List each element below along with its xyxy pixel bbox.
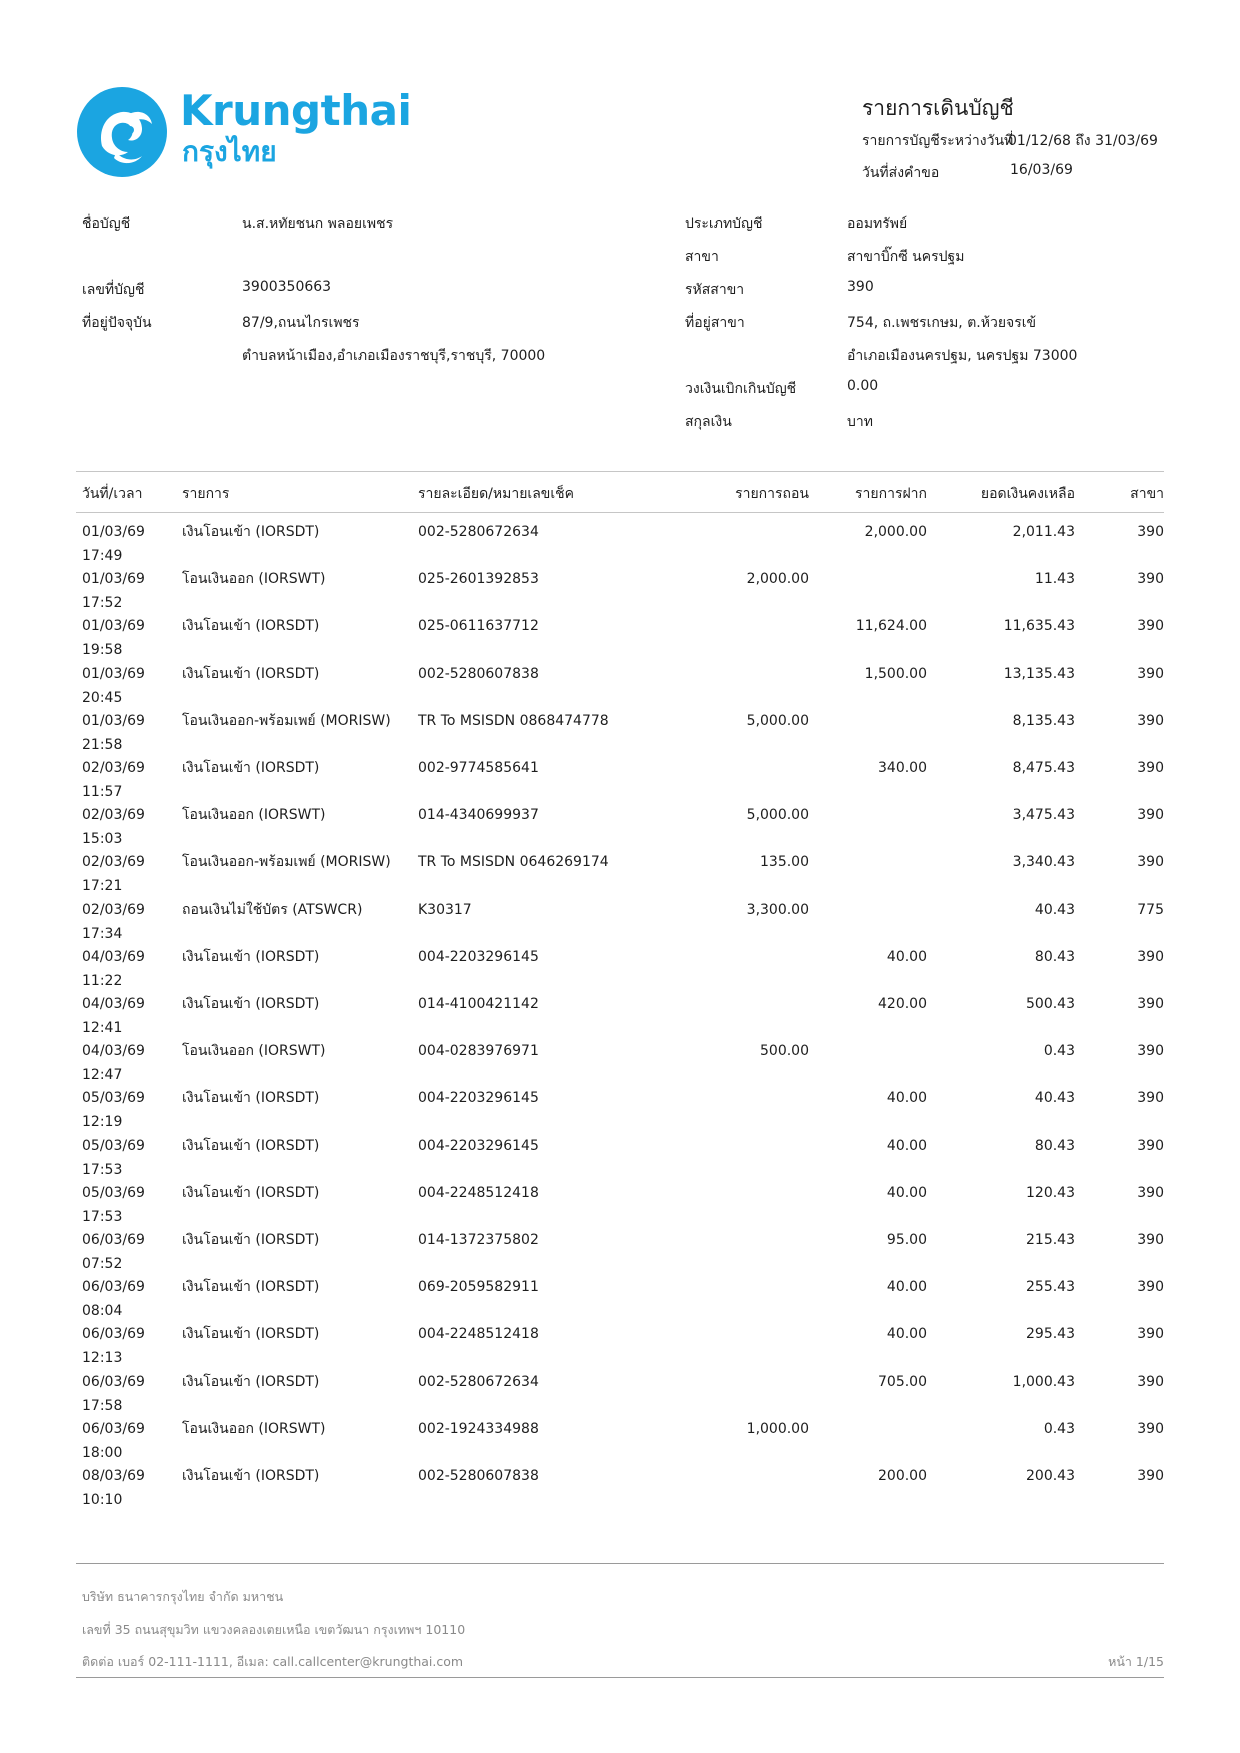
row-detail: 004-2248512418: [418, 1185, 539, 1201]
header-detail: รายละเอียด/หมายเลขเช็ค: [418, 486, 574, 502]
row-withdrawal: 500.00: [760, 1043, 809, 1059]
table-row: [0, 1042, 1240, 1089]
row-branch: 775: [1137, 902, 1164, 918]
overdraft-label: วงเงินเบิกเกินบัญชี: [685, 381, 797, 397]
row-detail: 004-2248512418: [418, 1326, 539, 1342]
row-branch: 390: [1137, 1468, 1164, 1484]
row-detail: 014-4340699937: [418, 807, 539, 823]
row-date: 02/03/69: [82, 760, 145, 776]
row-detail: 004-0283976971: [418, 1043, 539, 1059]
row-description: เงินโอนเข้า (IORSDT): [182, 1326, 320, 1342]
table-row: [0, 806, 1240, 853]
row-balance: 215.43: [1026, 1232, 1075, 1248]
currency-value: บาท: [847, 414, 873, 430]
row-branch: 390: [1137, 713, 1164, 729]
row-description: โอนเงินออก (IORSWT): [182, 1043, 326, 1059]
row-balance: 3,340.43: [1012, 854, 1075, 870]
row-deposit: 1,500.00: [864, 666, 927, 682]
table-top-rule: [76, 471, 1164, 472]
table-row: [0, 665, 1240, 712]
table-row: [0, 1325, 1240, 1372]
row-branch: 390: [1137, 807, 1164, 823]
row-deposit: 420.00: [878, 996, 927, 1012]
statement-period-value: 01/12/68 ถึง 31/03/69: [1008, 133, 1158, 149]
row-balance: 80.43: [1034, 1138, 1075, 1154]
row-date: 06/03/69: [82, 1374, 145, 1390]
table-row: [0, 948, 1240, 995]
row-date: 06/03/69: [82, 1421, 145, 1437]
row-detail: 069-2059582911: [418, 1279, 539, 1295]
table-row: [0, 523, 1240, 570]
row-branch: 390: [1137, 666, 1164, 682]
row-detail: TR To MSISDN 0868474778: [418, 713, 609, 729]
branch-value: สาขาบิ๊กซี นครปฐม: [847, 249, 965, 265]
row-balance: 40.43: [1034, 902, 1075, 918]
branch-address-line-1: 754, ถ.เพชรเกษม, ต.ห้วยจรเข้: [847, 315, 1037, 331]
address-line-1: 87/9,ถนนไกรเพชร: [242, 315, 360, 331]
row-time: 21:58: [82, 737, 123, 753]
table-row: [0, 901, 1240, 948]
row-description: เงินโอนเข้า (IORSDT): [182, 1090, 320, 1106]
row-description: เงินโอนเข้า (IORSDT): [182, 1138, 320, 1154]
row-date: 01/03/69: [82, 666, 145, 682]
header-withdrawal: รายการถอน: [735, 486, 809, 502]
table-row: [0, 995, 1240, 1042]
row-branch: 390: [1137, 1326, 1164, 1342]
row-date: 04/03/69: [82, 949, 145, 965]
row-date: 06/03/69: [82, 1232, 145, 1248]
overdraft-value: 0.00: [847, 378, 879, 394]
brand-name-en: Krungthai: [180, 86, 412, 135]
row-balance: 3,475.43: [1012, 807, 1075, 823]
row-time: 17:58: [82, 1398, 123, 1414]
footer-contact: ติดต่อ เบอร์ 02-111-1111, อีเมล: call.callcenter@krungthai.com: [82, 1654, 464, 1669]
row-date: 06/03/69: [82, 1279, 145, 1295]
row-date: 05/03/69: [82, 1185, 145, 1201]
table-row: [0, 759, 1240, 806]
row-date: 01/03/69: [82, 618, 145, 634]
table-row: [0, 1420, 1240, 1467]
row-description: เงินโอนเข้า (IORSDT): [182, 1374, 320, 1390]
row-time: 12:41: [82, 1020, 123, 1036]
row-branch: 390: [1137, 949, 1164, 965]
row-branch: 390: [1137, 1374, 1164, 1390]
table-row: [0, 617, 1240, 664]
row-branch: 390: [1137, 1421, 1164, 1437]
row-detail: K30317: [418, 902, 472, 918]
footer-address: เลขที่ 35 ถนนสุขุมวิท แขวงคลองเตยเหนือ เขตวัฒนา กรุงเทพฯ 10110: [82, 1622, 466, 1637]
row-branch: 390: [1137, 618, 1164, 634]
row-withdrawal: 2,000.00: [746, 571, 809, 587]
branch-address-line-2: อำเภอเมืองนครปฐม, นครปฐม 73000: [847, 348, 1078, 364]
row-time: 17:49: [82, 548, 123, 564]
row-description: เงินโอนเข้า (IORSDT): [182, 1468, 320, 1484]
table-row: [0, 1373, 1240, 1420]
row-time: 12:19: [82, 1114, 123, 1130]
row-branch: 390: [1137, 571, 1164, 587]
row-deposit: 705.00: [878, 1374, 927, 1390]
row-description: เงินโอนเข้า (IORSDT): [182, 996, 320, 1012]
account-number-label: เลขที่บัญชี: [82, 282, 145, 298]
row-description: เงินโอนเข้า (IORSDT): [182, 949, 320, 965]
branch-label: สาขา: [685, 249, 719, 265]
request-date-label: วันที่ส่งคำขอ: [862, 165, 940, 181]
row-withdrawal: 135.00: [760, 854, 809, 870]
row-withdrawal: 1,000.00: [746, 1421, 809, 1437]
table-row: [0, 1231, 1240, 1278]
row-branch: 390: [1137, 760, 1164, 776]
row-detail: TR To MSISDN 0646269174: [418, 854, 609, 870]
row-date: 02/03/69: [82, 854, 145, 870]
row-time: 11:57: [82, 784, 123, 800]
row-branch: 390: [1137, 1090, 1164, 1106]
header-description: รายการ: [182, 486, 230, 502]
row-time: 20:45: [82, 690, 123, 706]
account-type-label: ประเภทบัญชี: [685, 216, 763, 232]
table-row: [0, 1137, 1240, 1184]
row-balance: 1,000.43: [1012, 1374, 1075, 1390]
row-time: 17:34: [82, 926, 123, 942]
row-branch: 390: [1137, 1232, 1164, 1248]
row-description: เงินโอนเข้า (IORSDT): [182, 618, 320, 634]
row-branch: 390: [1137, 1279, 1164, 1295]
row-time: 17:53: [82, 1162, 123, 1178]
row-detail: 004-2203296145: [418, 1090, 539, 1106]
row-deposit: 40.00: [886, 1090, 927, 1106]
row-date: 04/03/69: [82, 1043, 145, 1059]
header-deposit: รายการฝาก: [855, 486, 927, 502]
row-withdrawal: 5,000.00: [746, 713, 809, 729]
row-balance: 200.43: [1026, 1468, 1075, 1484]
row-time: 17:21: [82, 878, 123, 894]
account-name-value: น.ส.หทัยชนก พลอยเพชร: [242, 216, 394, 232]
row-time: 15:03: [82, 831, 123, 847]
header-balance: ยอดเงินคงเหลือ: [980, 486, 1075, 502]
row-date: 08/03/69: [82, 1468, 145, 1484]
row-detail: 025-2601392853: [418, 571, 539, 587]
row-description: เงินโอนเข้า (IORSDT): [182, 760, 320, 776]
row-date: 05/03/69: [82, 1090, 145, 1106]
row-detail: 002-5280672634: [418, 1374, 539, 1390]
row-balance: 2,011.43: [1012, 524, 1075, 540]
table-header-rule: [76, 512, 1164, 513]
row-balance: 11,635.43: [1003, 618, 1075, 634]
row-time: 18:00: [82, 1445, 123, 1461]
row-time: 12:13: [82, 1350, 123, 1366]
row-detail: 002-9774585641: [418, 760, 539, 776]
row-balance: 0.43: [1043, 1043, 1075, 1059]
row-time: 11:22: [82, 973, 123, 989]
row-description: โอนเงินออก-พร้อมเพย์ (MORISW): [182, 854, 391, 870]
row-time: 12:47: [82, 1067, 123, 1083]
row-time: 10:10: [82, 1492, 123, 1508]
footer-top-rule: [76, 1563, 1164, 1564]
table-row: [0, 712, 1240, 759]
request-date-value: 16/03/69: [1010, 162, 1073, 178]
row-branch: 390: [1137, 1185, 1164, 1201]
row-branch: 390: [1137, 996, 1164, 1012]
row-time: 08:04: [82, 1303, 123, 1319]
branch-code-label: รหัสสาขา: [685, 282, 745, 298]
header-datetime: วันที่/เวลา: [82, 486, 143, 502]
row-date: 02/03/69: [82, 807, 145, 823]
row-balance: 80.43: [1034, 949, 1075, 965]
account-type-value: ออมทรัพย์: [847, 216, 908, 232]
row-balance: 255.43: [1026, 1279, 1075, 1295]
brand-name-th: กรุงไทย: [182, 135, 277, 168]
row-withdrawal: 5,000.00: [746, 807, 809, 823]
row-description: โอนเงินออก (IORSWT): [182, 571, 326, 587]
row-branch: 390: [1137, 1138, 1164, 1154]
row-deposit: 95.00: [886, 1232, 927, 1248]
row-description: โอนเงินออก (IORSWT): [182, 1421, 326, 1437]
row-time: 19:58: [82, 642, 123, 658]
row-balance: 13,135.43: [1003, 666, 1075, 682]
table-row: [0, 570, 1240, 617]
currency-label: สกุลเงิน: [685, 414, 732, 430]
row-balance: 120.43: [1026, 1185, 1075, 1201]
row-detail: 025-0611637712: [418, 618, 539, 634]
row-detail: 014-1372375802: [418, 1232, 539, 1248]
krungthai-bird-icon: [76, 86, 168, 178]
row-balance: 11.43: [1034, 571, 1075, 587]
row-date: 05/03/69: [82, 1138, 145, 1154]
row-detail: 014-4100421142: [418, 996, 539, 1012]
row-withdrawal: 3,300.00: [746, 902, 809, 918]
row-detail: 004-2203296145: [418, 1138, 539, 1154]
row-detail: 002-5280607838: [418, 1468, 539, 1484]
row-description: เงินโอนเข้า (IORSDT): [182, 1279, 320, 1295]
header-branch: สาขา: [1130, 486, 1164, 502]
table-row: [0, 1278, 1240, 1325]
row-branch: 390: [1137, 1043, 1164, 1059]
branch-code-value: 390: [847, 279, 874, 295]
table-row: [0, 1467, 1240, 1514]
row-time: 17:53: [82, 1209, 123, 1225]
row-date: 01/03/69: [82, 571, 145, 587]
address-line-2: ตำบลหน้าเมือง,อำเภอเมืองราชบุรี,ราชบุรี, 70000: [242, 348, 546, 364]
row-deposit: 340.00: [878, 760, 927, 776]
row-date: 01/03/69: [82, 713, 145, 729]
row-balance: 0.43: [1043, 1421, 1075, 1437]
footer-company: บริษัท ธนาคารกรุงไทย จำกัด มหาชน: [82, 1589, 284, 1604]
row-description: โอนเงินออก (IORSWT): [182, 807, 326, 823]
row-description: เงินโอนเข้า (IORSDT): [182, 1232, 320, 1248]
row-balance: 500.43: [1026, 996, 1075, 1012]
row-description: เงินโอนเข้า (IORSDT): [182, 524, 320, 540]
row-date: 02/03/69: [82, 902, 145, 918]
page-number: หน้า 1/15: [1108, 1654, 1164, 1669]
row-balance: 295.43: [1026, 1326, 1075, 1342]
row-deposit: 200.00: [878, 1468, 927, 1484]
row-deposit: 40.00: [886, 1185, 927, 1201]
bank-logo: [76, 86, 412, 180]
footer-bottom-rule: [76, 1677, 1164, 1678]
row-detail: 002-1924334988: [418, 1421, 539, 1437]
row-time: 17:52: [82, 595, 123, 611]
account-name-label: ชื่อบัญชี: [82, 216, 131, 232]
row-deposit: 11,624.00: [855, 618, 927, 634]
row-deposit: 40.00: [886, 1138, 927, 1154]
row-date: 04/03/69: [82, 996, 145, 1012]
row-deposit: 2,000.00: [864, 524, 927, 540]
row-date: 01/03/69: [82, 524, 145, 540]
row-description: โอนเงินออก-พร้อมเพย์ (MORISW): [182, 713, 391, 729]
row-balance: 40.43: [1034, 1090, 1075, 1106]
statement-title: รายการเดินบัญชี: [862, 96, 1014, 120]
row-description: ถอนเงินไม่ใช้บัตร (ATSWCR): [182, 902, 363, 918]
account-number-value: 3900350663: [242, 279, 332, 295]
table-row: [0, 853, 1240, 900]
row-time: 07:52: [82, 1256, 123, 1272]
row-branch: 390: [1137, 854, 1164, 870]
row-detail: 002-5280607838: [418, 666, 539, 682]
row-deposit: 40.00: [886, 1279, 927, 1295]
row-balance: 8,475.43: [1012, 760, 1075, 776]
table-row: [0, 1184, 1240, 1231]
branch-address-label: ที่อยู่สาขา: [685, 315, 745, 331]
row-description: เงินโอนเข้า (IORSDT): [182, 666, 320, 682]
row-deposit: 40.00: [886, 1326, 927, 1342]
row-date: 06/03/69: [82, 1326, 145, 1342]
row-deposit: 40.00: [886, 949, 927, 965]
statement-period-label: รายการบัญชีระหว่างวันที่: [862, 133, 1014, 149]
row-detail: 004-2203296145: [418, 949, 539, 965]
table-row: [0, 1089, 1240, 1136]
row-branch: 390: [1137, 524, 1164, 540]
row-description: เงินโอนเข้า (IORSDT): [182, 1185, 320, 1201]
row-balance: 8,135.43: [1012, 713, 1075, 729]
row-detail: 002-5280672634: [418, 524, 539, 540]
address-label: ที่อยู่ปัจจุบัน: [82, 315, 152, 331]
